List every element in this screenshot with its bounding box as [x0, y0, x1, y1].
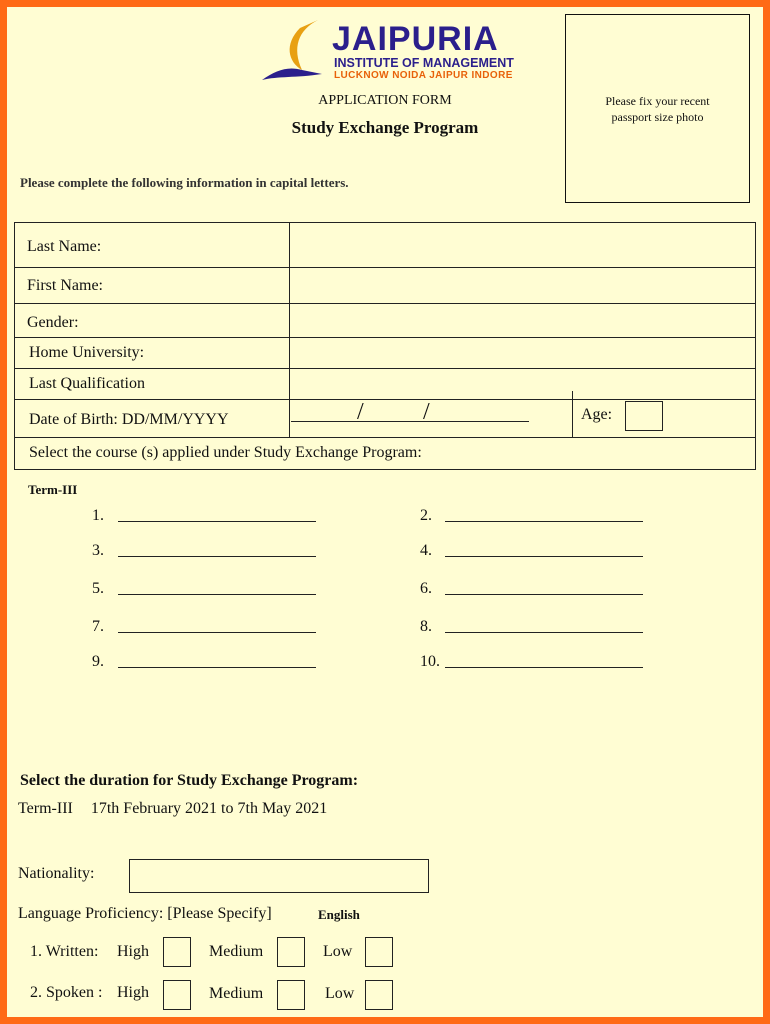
program-title: Study Exchange Program	[291, 118, 479, 137]
course-number: 10.	[420, 653, 440, 670]
spoken-medium-checkbox[interactable]	[277, 980, 305, 1010]
institute-logo	[258, 18, 520, 84]
logo-cities: LUCKNOW NOIDA JAIPUR INDORE	[334, 70, 513, 81]
term-label: Term-III	[28, 482, 78, 497]
course-number: 2.	[420, 507, 432, 524]
duration-dates: 17th February 2021 to 7th May 2021	[90, 800, 328, 817]
photo-box[interactable]	[565, 14, 750, 203]
nationality-label: Nationality:	[18, 865, 95, 882]
dob-separator: /	[423, 399, 430, 425]
course-number: 8.	[420, 618, 432, 635]
course-field-9[interactable]	[118, 667, 316, 668]
written-high-checkbox[interactable]	[163, 937, 191, 967]
instruction-text: Please complete the following information in capital letters.	[20, 175, 349, 190]
gender-field[interactable]	[290, 304, 755, 337]
course-number: 4.	[420, 542, 432, 559]
course-field-3[interactable]	[118, 556, 316, 557]
dob-label: Date of Birth: DD/MM/YYYY	[29, 411, 229, 428]
course-field-7[interactable]	[118, 632, 316, 633]
written-medium-label: Medium	[209, 943, 264, 960]
course-number: 6.	[420, 580, 432, 597]
last-qualification-field[interactable]	[290, 369, 755, 399]
spoken-label: 2. Spoken :	[30, 984, 103, 1001]
last-qualification-label: Last Qualification	[29, 375, 145, 392]
course-number: 5.	[92, 580, 104, 597]
spoken-medium-label: Medium	[209, 985, 264, 1002]
row-divider	[15, 437, 755, 438]
photo-instruction	[566, 93, 749, 125]
course-field-5[interactable]	[118, 594, 316, 595]
dob-separator: /	[357, 399, 364, 425]
photo-instruction-line2: passport size photo	[611, 110, 704, 124]
age-label: Age:	[581, 406, 613, 423]
written-medium-checkbox[interactable]	[277, 937, 305, 967]
language-label: Language Proficiency: [Please Specify]	[18, 905, 272, 922]
written-low-checkbox[interactable]	[365, 937, 393, 967]
spoken-high-checkbox[interactable]	[163, 980, 191, 1010]
course-number: 1.	[92, 507, 104, 524]
written-label: 1. Written:	[30, 943, 99, 960]
course-field-10[interactable]	[445, 667, 643, 668]
spoken-high-label: High	[117, 984, 149, 1001]
course-field-6[interactable]	[445, 594, 643, 595]
photo-instruction-line1: Please fix your recent	[605, 94, 710, 108]
course-field-2[interactable]	[445, 521, 643, 522]
course-select-label: Select the course (s) applied under Study Exchange Program:	[29, 444, 422, 461]
last-name-label: Last Name:	[27, 238, 102, 255]
gender-label: Gender:	[27, 314, 79, 331]
dob-field[interactable]	[291, 421, 529, 422]
first-name-label: First Name:	[27, 277, 103, 294]
language-value: English	[318, 907, 360, 922]
course-field-1[interactable]	[118, 521, 316, 522]
personal-info-table	[14, 222, 756, 470]
logo-name: JAIPURIA	[332, 20, 499, 58]
nationality-field[interactable]	[129, 859, 429, 893]
home-university-field[interactable]	[290, 338, 755, 368]
age-field[interactable]	[625, 401, 663, 431]
spoken-low-label: Low	[325, 985, 355, 1002]
row-divider	[15, 399, 755, 400]
written-high-label: High	[117, 943, 149, 960]
written-low-label: Low	[323, 943, 353, 960]
duration-title: Select the duration for Study Exchange Program:	[20, 772, 359, 789]
age-divider	[572, 391, 573, 437]
home-university-label: Home University:	[29, 344, 145, 361]
logo-flame-icon	[258, 18, 332, 84]
course-number: 7.	[92, 618, 104, 635]
duration-row	[18, 800, 341, 818]
course-number: 9.	[92, 653, 104, 670]
course-field-8[interactable]	[445, 632, 643, 633]
duration-term: Term-III	[18, 800, 73, 817]
logo-subtitle: INSTITUTE OF MANAGEMENT	[334, 56, 514, 70]
course-number: 3.	[92, 542, 104, 559]
course-field-4[interactable]	[445, 556, 643, 557]
spoken-low-checkbox[interactable]	[365, 980, 393, 1010]
first-name-field[interactable]	[290, 268, 755, 303]
last-name-field[interactable]	[290, 223, 755, 267]
form-title: APPLICATION FORM	[318, 93, 452, 108]
